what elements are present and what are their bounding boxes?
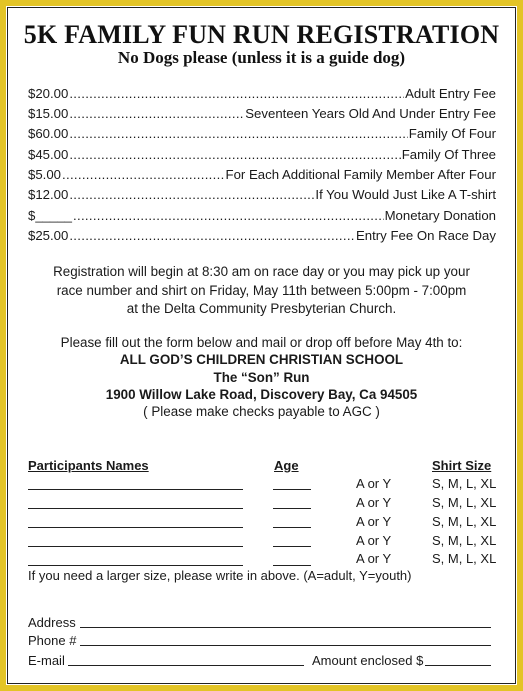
shirt-size-options[interactable]: S, M, L, XL [432, 495, 497, 510]
participant-name-field[interactable] [28, 565, 243, 566]
dot-leader [69, 126, 407, 141]
fee-price: $45.00 [28, 147, 69, 162]
check-instructions: ( Please make checks payable to AGC ) [143, 404, 380, 419]
dot-leader [69, 228, 355, 243]
size-note: If you need a larger size, please write in above. (A=adult, Y=youth) [28, 568, 412, 583]
amount-enclosed-field[interactable] [425, 665, 491, 666]
page-subtitle: No Dogs please (unless it is a guide dog) [117, 48, 406, 67]
fee-description: Family Of Four [408, 126, 496, 141]
phone-field[interactable] [80, 645, 491, 646]
fee-description: Entry Fee On Race Day [356, 228, 496, 243]
dot-leader [73, 208, 384, 223]
fee-row [28, 106, 496, 124]
fee-price: $5.00 [28, 167, 62, 182]
shirt-size-header: Shirt Size [432, 458, 492, 473]
participant-name-field[interactable] [28, 508, 243, 509]
age-group-option[interactable]: A or Y [356, 533, 392, 548]
fee-price: $15.00 [28, 106, 69, 121]
participant-age-field[interactable] [273, 508, 311, 509]
shirt-size-options[interactable]: S, M, L, XL [432, 533, 497, 548]
participant-age-field[interactable] [273, 489, 311, 490]
fee-row [28, 208, 496, 226]
fee-description: If You Would Just Like A T-shirt [315, 187, 496, 202]
fee-row [28, 187, 496, 205]
fee-row [28, 167, 496, 185]
address-field[interactable] [80, 627, 491, 628]
fee-description: Adult Entry Fee [405, 86, 496, 101]
email-field[interactable] [68, 665, 304, 666]
age-header: Age [274, 458, 299, 473]
participant-age-field[interactable] [273, 546, 311, 547]
participant-name-field[interactable] [28, 489, 243, 490]
age-group-option[interactable]: A or Y [356, 495, 392, 510]
fee-description: For Each Additional Family Member After Four [225, 167, 496, 182]
shirt-size-options[interactable]: S, M, L, XL [432, 551, 497, 566]
age-group-option[interactable]: A or Y [356, 476, 392, 491]
dot-leader [69, 187, 314, 202]
age-group-option[interactable]: A or Y [356, 551, 392, 566]
fee-price: $60.00 [28, 126, 69, 141]
registration-info-line: Registration will begin at 8:30 am on race day or you may pick up your [53, 264, 470, 279]
amount-enclosed-label: Amount enclosed $ [312, 653, 424, 668]
mail-instructions: Please fill out the form below and mail or drop off before May 4th to: [60, 335, 463, 350]
page-title: 5K FAMILY FUN RUN REGISTRATION [23, 20, 500, 49]
address-label: Address [28, 615, 76, 630]
participant-age-field[interactable] [273, 565, 311, 566]
dot-leader [69, 147, 400, 162]
fee-description: Monetary Donation [384, 208, 496, 223]
mailing-address: 1900 Willow Lake Road, Discovery Bay, Ca 94505 [105, 387, 418, 402]
shirt-size-options[interactable]: S, M, L, XL [432, 514, 497, 529]
shirt-size-options[interactable]: S, M, L, XL [432, 476, 497, 491]
fee-price: $25.00 [28, 228, 69, 243]
dot-leader [62, 167, 225, 182]
fee-price: $20.00 [28, 86, 69, 101]
dot-leader [69, 86, 404, 101]
fee-row [28, 86, 496, 104]
dot-leader [69, 106, 244, 121]
email-label: E-mail [28, 653, 65, 668]
participant-age-field[interactable] [273, 527, 311, 528]
school-name: ALL GOD’S CHILDREN CHRISTIAN SCHOOL [119, 352, 404, 367]
fee-description: Family Of Three [401, 147, 496, 162]
fee-row [28, 126, 496, 144]
event-name: The “Son” Run [213, 370, 310, 385]
registration-info-line: at the Delta Community Presbyterian Church. [126, 301, 397, 316]
participants-names-header: Participants Names [28, 458, 149, 473]
fee-row [28, 147, 496, 165]
age-group-option[interactable]: A or Y [356, 514, 392, 529]
donation-amount-field[interactable]: $_____ [28, 208, 73, 223]
phone-label: Phone # [28, 633, 77, 648]
fee-description: Seventeen Years Old And Under Entry Fee [245, 106, 496, 121]
participant-name-field[interactable] [28, 546, 243, 547]
fee-price: $12.00 [28, 187, 69, 202]
fee-row [28, 228, 496, 246]
registration-info-line: race number and shirt on Friday, May 11th between 5:00pm - 7:00pm [56, 283, 467, 298]
participant-name-field[interactable] [28, 527, 243, 528]
